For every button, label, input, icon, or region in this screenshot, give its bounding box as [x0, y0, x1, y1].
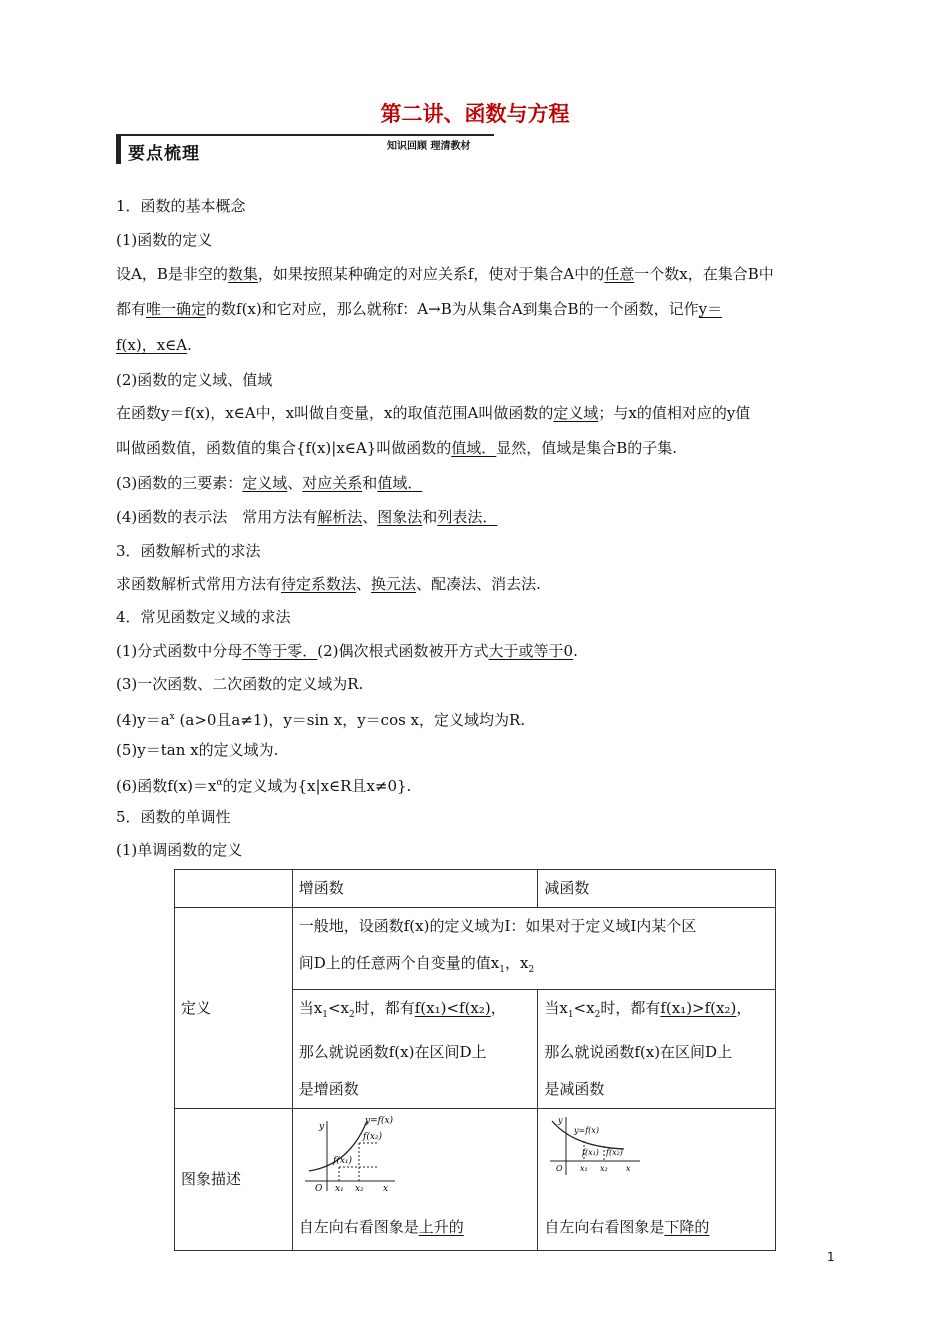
section-bar — [116, 134, 121, 164]
fx2-label: f(x₂) — [606, 1148, 624, 1157]
section-rule — [116, 134, 494, 136]
graph-decreasing-cell: y y=f(x) f(x₁) f(x₂) O x₁ x₂ x 自左向右看图象是下降的 — [538, 1109, 776, 1251]
heading-1: 1．函数的基本概念 — [116, 197, 246, 215]
row-label-definition: 定义 — [175, 908, 293, 1109]
paragraph-line: (1)分式函数中分母不等于零．(2)偶次根式函数被开方式大于或等于0. — [116, 642, 578, 660]
paragraph-line: 设A，B是非空的数集，如果按照某种确定的对应关系f，使对于集合A中的任意一个数x，在集合B中 — [116, 265, 774, 283]
fx1-label: f(x₁) — [332, 1156, 352, 1166]
axis-x-label: x — [382, 1184, 388, 1194]
x1-label: x₁ — [580, 1164, 589, 1173]
axis-y-label: y — [558, 1116, 563, 1125]
paragraph-line: (3)一次函数、二次函数的定义域为R. — [116, 675, 364, 693]
axis-x-label: x — [626, 1164, 631, 1173]
subheading-domain-range: (2)函数的定义域、值域 — [116, 371, 273, 389]
subheading-monotonic: (1)单调函数的定义 — [116, 841, 243, 859]
curve-label: y=f(x) — [364, 1116, 393, 1126]
section-subtitle: 知识回顾 理清教材 — [387, 141, 471, 152]
page-number: 1 — [827, 1250, 835, 1264]
definition-decreasing-cell: 当$x_1<x_2$时，都有f(x₁)>f(x₂)， 那么就说函数f(x)在区间D上 是减函数 — [538, 990, 776, 1109]
x1-label: x₁ — [334, 1184, 344, 1194]
paragraph-line: (3)函数的三要素：定义域、对应关系和值域． — [116, 474, 423, 492]
fx2-label: f(x₂) — [362, 1132, 382, 1142]
paragraph-line: f(x)，x∈A. — [116, 336, 192, 354]
paragraph-line: 都有唯一确定的数f(x)和它对应，那么就称f：A→B为从集合A到集合B的一个函数，记作y＝ — [116, 300, 723, 318]
header-increasing: 增函数 — [292, 870, 538, 908]
definition-common-cell: 一般地，设函数f(x)的定义域为I：如果对于定义域I内某个区 间D上的任意两个自变量的值$x_1$，$x_2$ — [292, 908, 775, 990]
paragraph-line: (4)函数的表示法 常用方法有解析法、图象法和列表法． — [116, 508, 498, 526]
x2-label: x₂ — [354, 1184, 364, 1194]
heading-5: 5．函数的单调性 — [116, 808, 231, 826]
paragraph-line: 求函数解析式常用方法有待定系数法、换元法、配凑法、消去法. — [116, 575, 541, 593]
definition-increasing-cell: 当$x_1<x_2$时，都有f(x₁)<f(x₂)， 那么就说函数f(x)在区间D上 是增函数 — [292, 990, 538, 1109]
increasing-graph — [299, 1113, 399, 1195]
paragraph-line: 叫做函数值，函数值的集合{f(x)|x∈A}叫做函数的值域．显然，值域是集合B的子集. — [116, 439, 678, 457]
row-label-graph: 图象描述 — [175, 1109, 293, 1251]
axis-y-label: y — [318, 1122, 324, 1132]
decreasing-graph — [544, 1113, 644, 1183]
header-decreasing: 减函数 — [538, 870, 776, 908]
subheading-definition: (1)函数的定义 — [116, 231, 213, 249]
section-header — [116, 134, 494, 164]
paragraph-line: (6)函数$f(x)=x^\alpha$的定义域为{x|x∈R且x≠0}. — [116, 777, 412, 795]
heading-3: 3．函数解析式的求法 — [116, 542, 261, 560]
paragraph-line: 在函数y＝f(x)，x∈A中，x叫做自变量，x的取值范围A叫做函数的定义域；与x的值相对应的y值 — [116, 404, 751, 422]
graph-increasing-cell: y y=f(x) f(x₂) f(x₁) O x₁ x₂ x 自左向右看图象是上升的 — [292, 1109, 538, 1251]
origin-label: O — [556, 1164, 563, 1173]
curve-label: y=f(x) — [574, 1126, 600, 1135]
monotonic-table — [174, 869, 776, 1251]
heading-4: 4．常见函数定义域的求法 — [116, 608, 291, 626]
section-label: 要点梳理 — [128, 144, 200, 164]
origin-label: O — [314, 1184, 323, 1194]
paragraph-line: (5)y＝tan x的定义域为. — [116, 741, 279, 759]
fx1-label: f(x₁) — [582, 1148, 600, 1157]
x2-label: x₂ — [600, 1164, 609, 1173]
table-corner-cell — [175, 870, 293, 908]
page-title: 第二讲、函数与方程 — [380, 102, 570, 126]
paragraph-line: $(4)y=a^x$ (a>0且a≠1)，y＝sin x，y＝cos x，定义域均为R. — [116, 711, 526, 729]
